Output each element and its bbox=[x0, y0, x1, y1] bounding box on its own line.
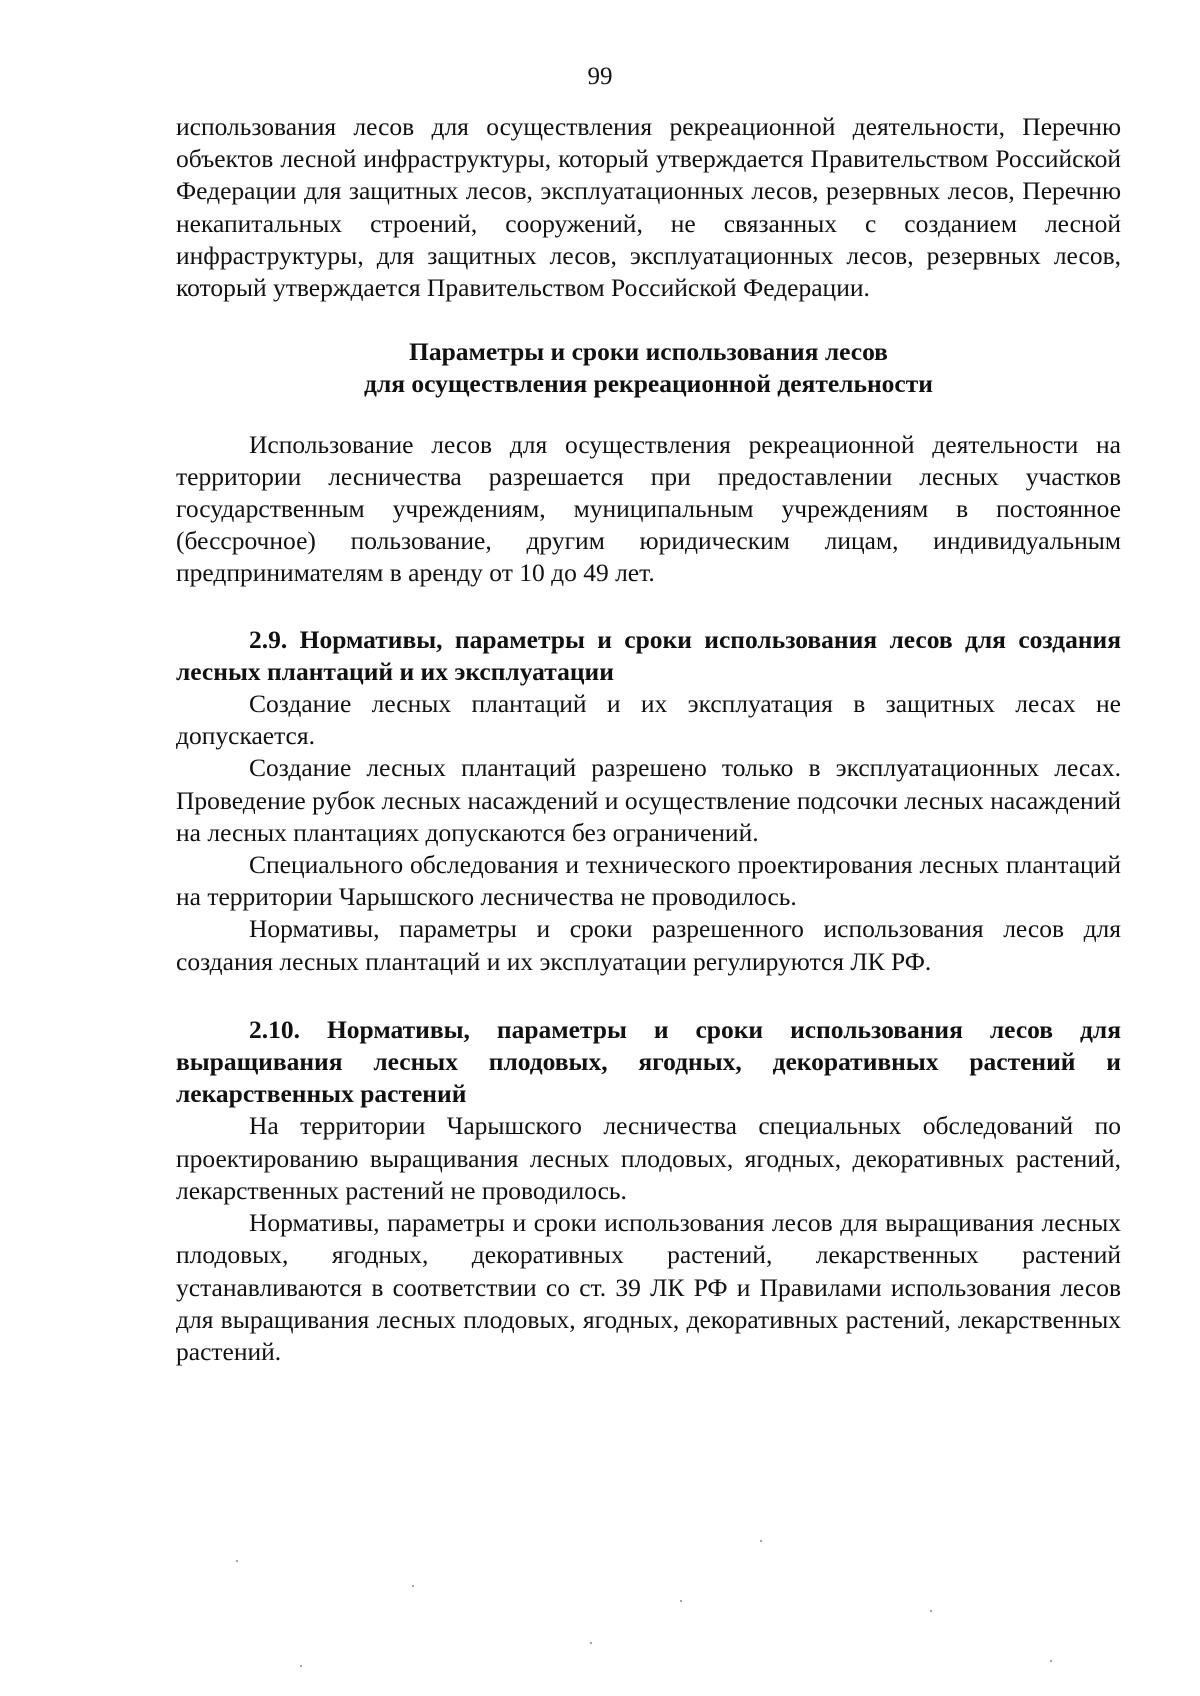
page-content bbox=[176, 111, 1121, 1368]
section-2-10-title: 2.10. Нормативы, параметры и сроки использования лесов для выращивания лесных плодовых, ягодных, декоративных растений и лекарственных растений bbox=[176, 1014, 1121, 1109]
page-number: 99 bbox=[587, 63, 613, 90]
intro-paragraph: использования лесов для осуществления рекреационной деятельности, Перечню объектов лесной инфраструктуры, который утверждается Правительством Российской Федерации для защитных лесов, эксплуатационных лесов, резервных лесов, Перечню некапитальных строений, сооружений, не связанных с созданием лесной инфраструктуры, для защитных лесов, эксплуатационных лесов, резервных лесов, который утверждается Правительством Российской Федерации. bbox=[176, 112, 1121, 303]
scan-speck bbox=[412, 1585, 414, 1587]
scan-speck bbox=[300, 1665, 302, 1667]
section-2-10-paragraph: Нормативы, параметры и сроки использования лесов для выращивания лесных плодовых, ягодных, декоративных растений, лекарственных растений устанавливаются в соответствии со ст. 39 ЛК РФ и Правилами использования лесов для выращивания лесных плодовых, ягодных, декоративных растений, лекарственных растений. bbox=[176, 1208, 1121, 1366]
section-2-9-paragraph: Создание лесных плантаций и их эксплуатация в защитных лесах не допускается. bbox=[176, 689, 1121, 751]
spacer bbox=[176, 304, 1121, 336]
section-2-10-paragraph: На территории Чарышского лесничества специальных обследований по проектированию выращивания лесных плодовых, ягодных, декоративных растений, лекарственных растений не проводилось. bbox=[176, 1111, 1121, 1205]
recreation-heading-line2: для осуществления рекреационной деятельности bbox=[364, 369, 933, 399]
scan-speck bbox=[590, 1642, 592, 1644]
scan-speck bbox=[236, 1560, 238, 1562]
recreation-paragraph: Использование лесов для осуществления рекреационной деятельности на территории лесничества разрешается при предоставлении лесных участков государственным учреждениям, муниципальным учреждениям в постоянное (бессрочное) пользование, другим юридическим лицам, индивидуальным предпринимателям в аренду от 10 до 49 лет. bbox=[176, 429, 1121, 588]
spacer bbox=[176, 978, 1121, 1014]
scan-speck bbox=[930, 1610, 932, 1612]
spacer bbox=[176, 590, 1121, 624]
section-2-9-paragraph: Специального обследования и технического проектирования лесных плантаций на территории Чарышского лесничества не проводилось. bbox=[176, 850, 1121, 912]
section-2-9-paragraph: Создание лесных плантаций разрешено только в эксплуатационных лесах. Проведение рубок лесных насаждений и осуществление подсочки лесных насаждений на лесных плантациях допускаются без ограничений. bbox=[176, 753, 1121, 847]
section-2-9-paragraph: Нормативы, параметры и сроки разрешенного использования лесов для создания лесных плантаций и их эксплуатации регулируются ЛК РФ. bbox=[176, 914, 1121, 976]
section-2-9-title: 2.9. Нормативы, параметры и сроки использования лесов для создания лесных плантаций и их эксплуатации bbox=[176, 624, 1121, 686]
scan-speck bbox=[760, 1540, 762, 1542]
recreation-heading-line1: Параметры и сроки использования лесов bbox=[409, 337, 888, 367]
scan-speck bbox=[1050, 1660, 1052, 1662]
scan-speck bbox=[680, 1600, 682, 1602]
spacer bbox=[176, 401, 1121, 429]
